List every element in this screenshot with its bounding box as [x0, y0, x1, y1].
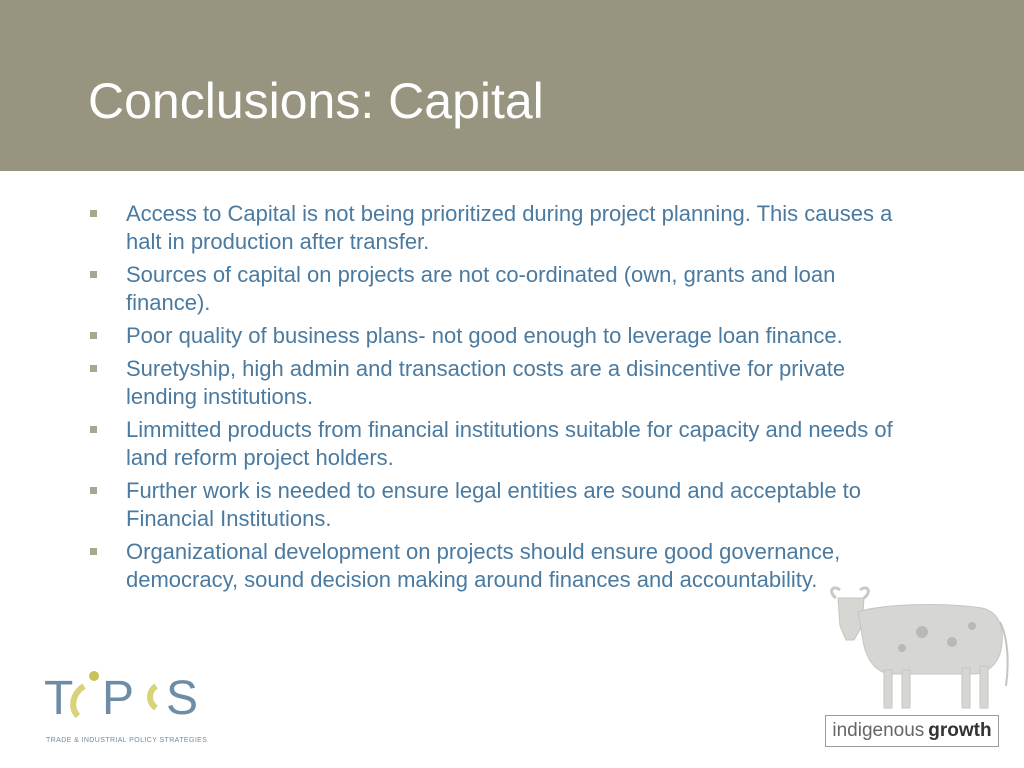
bullet-text: Access to Capital is not being prioritized during project planning. This causes a halt in production after transfer.	[126, 201, 893, 254]
tips-caption: TRADE & INDUSTRIAL POLICY STRATEGIES	[46, 737, 208, 744]
svg-text:P: P	[102, 672, 135, 725]
bullet-item	[88, 416, 918, 472]
cow-icon	[822, 582, 1012, 712]
bullet-text: Organizational development on projects should ensure good governance, democracy, sound decision making around finances and accountability.	[126, 539, 841, 592]
square-bullet-icon	[90, 271, 97, 278]
bullet-text: Further work is needed to ensure legal entities are sound and acceptable to Financial Institutions.	[126, 478, 862, 531]
tips-logo	[44, 668, 224, 748]
square-bullet-icon	[90, 487, 97, 494]
square-bullet-icon	[90, 210, 97, 217]
svg-text:T: T	[44, 672, 74, 725]
indigenous-growth-logo	[825, 715, 999, 747]
bullet-text: Poor quality of business plans- not good enough to leverage loan finance.	[126, 323, 843, 348]
bullet-list	[88, 200, 918, 599]
slide-title: Conclusions: Capital	[88, 73, 544, 129]
bullet-item	[88, 322, 918, 350]
square-bullet-icon	[90, 332, 97, 339]
bullet-item	[88, 538, 918, 594]
bullet-item	[88, 477, 918, 533]
bullet-item	[88, 200, 918, 256]
bullet-text: Limmitted products from financial institutions suitable for capacity and needs of land reform project holders.	[126, 417, 893, 470]
square-bullet-icon	[90, 548, 97, 555]
logo-text-indigenous: indigenous	[832, 720, 925, 741]
title-band	[0, 0, 1024, 171]
bullet-text: Sources of capital on projects are not co-ordinated (own, grants and loan finance).	[126, 262, 836, 315]
logo-text-growth: growth	[928, 720, 992, 741]
square-bullet-icon	[90, 426, 97, 433]
bullet-text: Suretyship, high admin and transaction costs are a disincentive for private lending institutions.	[126, 356, 846, 409]
square-bullet-icon	[90, 365, 97, 372]
bullet-item	[88, 355, 918, 411]
tips-logo-mark-icon	[44, 668, 224, 728]
svg-text:S: S	[166, 672, 199, 725]
bullet-item	[88, 261, 918, 317]
